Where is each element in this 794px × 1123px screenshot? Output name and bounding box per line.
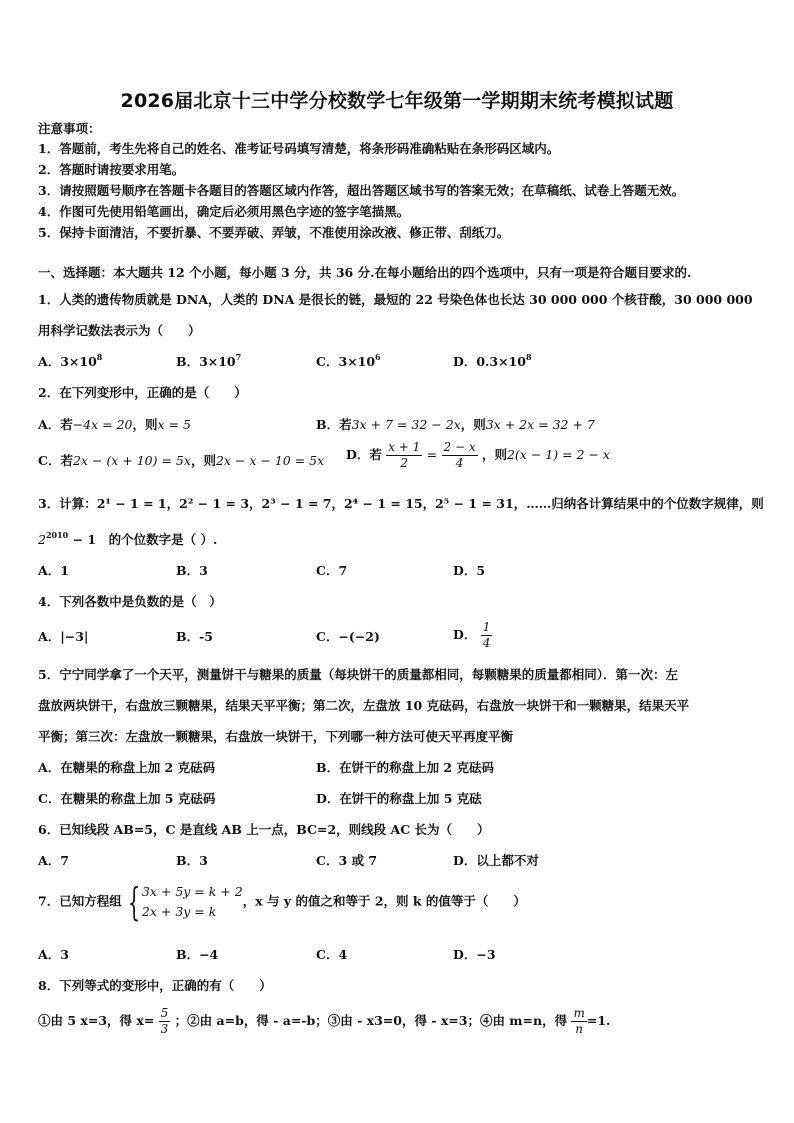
q5-stem-line1: 5．宁宁同学拿了一个天平，测量饼干与糖果的质量（每块饼干的质量都相同，每颗糖果的质量都相同）．第一次：左 (38, 667, 678, 682)
q4-option-a: A．|−3| (38, 629, 89, 644)
q7-option-b: B．−4 (176, 947, 219, 962)
q2-d-fraction-right: $\frac{2 - x}{4}$ (443, 440, 476, 470)
q2-stem: 2．在下列变形中，正确的是（ ） (38, 385, 247, 400)
q6-option-a: A．7 (38, 853, 69, 868)
notice-item-5: 5．保持卡面清洁，不要折暴、不要弄破、弄皱，不准使用涂改液、修正带、刮纸刀。 (38, 225, 510, 240)
q6-option-c: C．3 或 7 (316, 853, 378, 868)
q6-stem: 6．已知线段 AB=5，C 是直线 AB 上一点，BC=2，则线段 AC 长为（ ） (38, 822, 490, 837)
q2-option-d: D．若 $\frac{x + 1}{2}$ = $\frac{2 - x}{4}$ ，则2(x − 1) = 2 − x (346, 440, 610, 470)
q4-d-fraction: $\frac{1}{4}$ (482, 620, 491, 650)
q3-option-c: C．7 (316, 563, 348, 578)
q7-option-d: D．−3 (453, 947, 496, 962)
q3-stem-line1: 3．计算：2¹ − 1 = 1，2² − 1 = 3，2³ − 1 = 7，2⁴ − 1 = 15，2⁵ − 1 = 31，……归纳各计算结果中的个位数字规律，则 (38, 496, 764, 511)
q8-stem: 8．下列等式的变形中，正确的有（ ） (38, 978, 272, 993)
q1-option-c: C．$3\times 10^6$ (316, 352, 381, 369)
q4-stem: 4．下列各数中是负数的是（ ） (38, 594, 222, 609)
q4-option-d: D． $\frac{1}{4}$ (453, 620, 491, 650)
q7-option-a: A．3 (38, 947, 69, 962)
q7-system: 3x + 5y = k + 2 2x + 3y = k (141, 884, 243, 919)
q1-option-b: B．$3\times 10^7$ (176, 352, 242, 369)
q1-option-a: A．$3\times 10^8$ (38, 352, 103, 369)
notice-item-2: 2．答题时请按要求用笔。 (38, 162, 185, 177)
q3-option-b: B．3 (176, 563, 208, 578)
q5-stem-line3: 平衡；第三次：左盘放一颗糖果，右盘放一块饼干，下列哪一种方法可使天平再度平衡 (38, 729, 514, 744)
q8-fraction-m-n: $\frac{m}{n}$ (573, 1006, 585, 1036)
q4-option-c: C．−(−2) (316, 629, 380, 644)
q3-option-d: D．5 (453, 563, 486, 578)
page-title: 2026届北京十三中学分校数学七年级第一学期期末统考模拟试题 (120, 90, 674, 112)
notice-heading: 注意事项： (38, 121, 101, 136)
q5-option-a: A．在糖果的称盘上加 2 克砝码 (38, 760, 216, 775)
q1-stem-line2: 用科学记数法表示为（ ） (38, 323, 201, 338)
q7-brace: { (127, 880, 140, 924)
q2-option-a: A．若−4x = 20，则x = 5 (38, 417, 191, 432)
q5-option-d: D．在饼干的称盘上加 5 克砝 (316, 791, 482, 806)
q5-option-c: C．在糖果的称盘上加 5 克砝码 (38, 791, 216, 806)
q2-d-fraction-left: $\frac{x + 1}{2}$ (388, 440, 421, 470)
q6-option-d: D．以上都不对 (453, 853, 539, 868)
notice-item-3: 3．请按照题号顺序在答题卡各题目的答题区域内作答，超出答题区域书写的答案无效；在草稿纸、试卷上答题无效。 (38, 183, 685, 198)
q5-stem-line2: 盘放两块饼干，右盘放三颗糖果，结果天平平衡；第二次，左盘放 10 克砝码，右盘放一块饼干和一颗糖果，结果天平 (38, 698, 690, 713)
q8-fraction-5-3: $\frac{5}{3}$ (160, 1006, 169, 1036)
q4-option-b: B．-5 (176, 629, 213, 644)
notice-item-4: 4．作图可先使用铅笔画出，确定后必须用黑色字迹的签字笔描黑。 (38, 204, 410, 219)
q6-option-b: B．3 (176, 853, 208, 868)
q3-stem-line2: $2^{2010} - 1$ 的个位数字是（ ）. (38, 530, 218, 547)
section-heading: 一、选择题：本大题共 12 个小题，每小题 3 分，共 36 分.在每小题给出的四个选项中，只有一项是符合题目要求的. (38, 265, 692, 280)
q7-stem: 7．已知方程组 { 3x + 5y = k + 2 2x + 3y = k ，x 与 y 的值之和等于 2，则 k 的值等于（ ） (38, 880, 526, 924)
q5-option-b: B．在饼干的称盘上加 2 克砝码 (316, 760, 494, 775)
q2-option-b: B．若3x + 7 = 32 − 2x，则3x + 2x = 32 + 7 (316, 417, 595, 432)
q7-option-c: C．4 (316, 947, 348, 962)
q3-option-a: A．1 (38, 563, 69, 578)
notice-item-1: 1．答题前，考生先将自己的姓名、准考证号码填写清楚，将条形码准确粘贴在条形码区域内。 (38, 141, 560, 156)
q2-option-c: C．若2x − (x + 10) = 5x，则2x − x − 10 = 5x (38, 453, 325, 468)
q1-option-d: D．$0.3\times 10^8$ (453, 352, 532, 369)
q8-statements: ①由 5 x=3，得 x= $\frac{5}{3}$ ；②由 a=b，得 - a=-b；③由 - x3=0，得 - x=3；④由 m=n，得 $\frac{m}{n}$ =1. (38, 1006, 611, 1036)
q1-stem-line1: 1．人类的遗传物质就是 DNA，人类的 DNA 是很长的链，最短的 22 号染色体也长达 30 000 000 个核苷酸，30 000 000 (38, 292, 753, 307)
